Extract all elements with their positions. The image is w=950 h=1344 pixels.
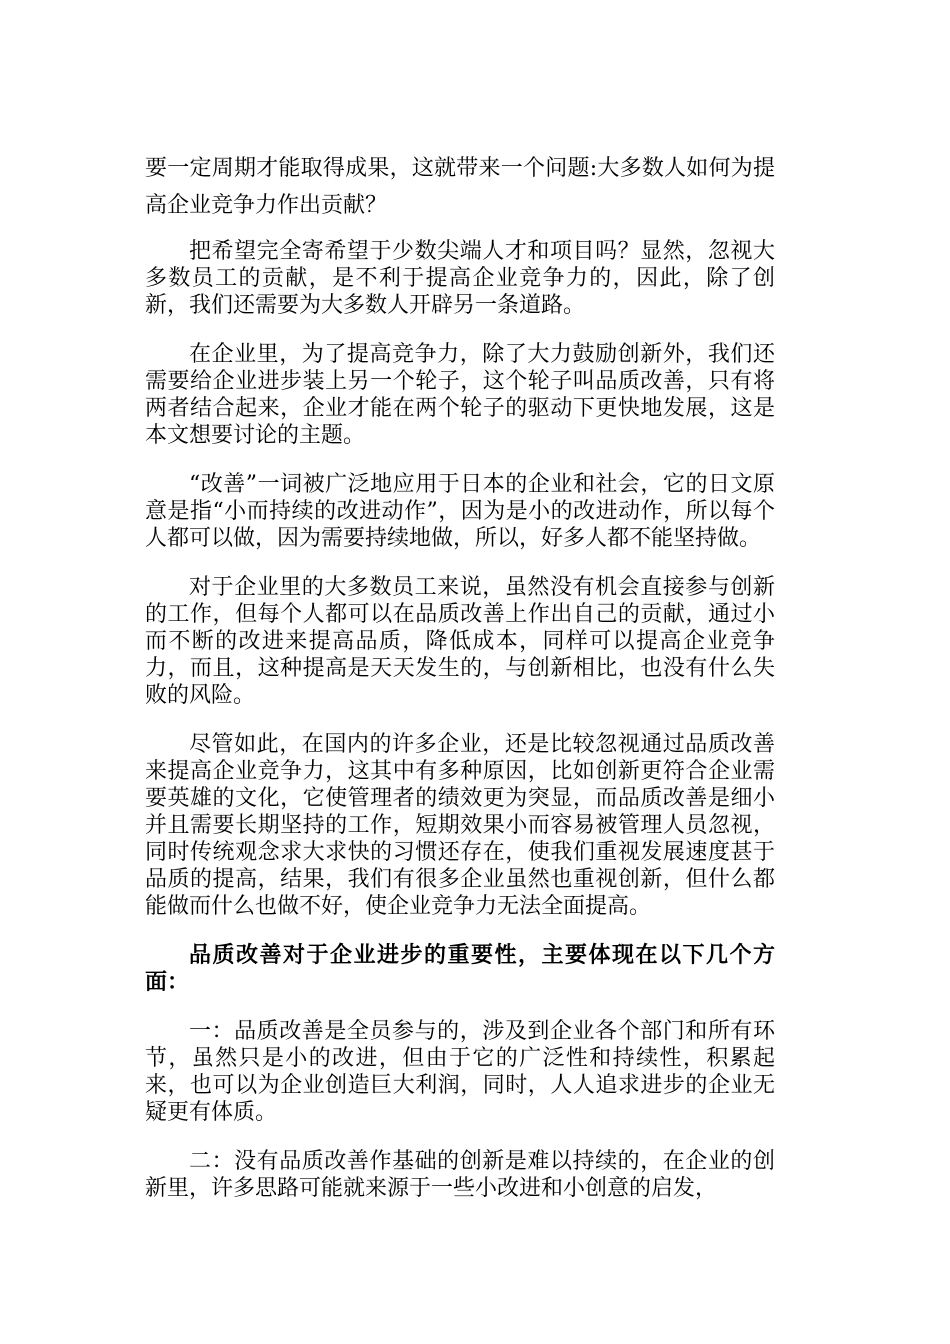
- paragraph-domestic-neglect: 尽管如此，在国内的许多企业，还是比较忽视通过品质改善来提高企业竞争力，这其中有多种原因，比如创新更符合企业需要英雄的文化，它使管理者的绩效更为突显，而品质改善是细小并且需要长期坚持的工作，短期效果小而容易被管理人员忽视，同时传统观念求大求快的习惯还存在，使我们重视发展速度甚于品质的提高，结果，我们有很多企业虽然也重视创新，但什么都能做而什么也做不好，使企业竞争力无法全面提高。: [145, 732, 775, 919]
- paragraph-continuation: 要一定周期才能取得成果，这就带来一个问题:大多数人如何为提高企业竞争力作出贡献？: [145, 156, 775, 218]
- paragraph-two-wheels: 在企业里，为了提高竞争力，除了大力鼓励创新外，我们还需要给企业进步装上另一个轮子，这个轮子叫品质改善，只有将两者结合起来，企业才能在两个轮子的驱动下更快地发展，这是本文想要讨论的主题。: [145, 342, 775, 448]
- paragraph-point-one: 一：品质改善是全员参与的，涉及到企业各个部门和所有环节，虽然只是小的改进，但由于它的广泛性和持续性，积累起来，也可以为企业创造巨大利润，同时，人人追求进步的企业无疑更有体质。: [145, 1019, 775, 1125]
- paragraph-point-two: 二：没有品质改善作基础的创新是难以持续的，在企业的创新里，许多思路可能就来源于一些小改进和小创意的启发，: [145, 1149, 775, 1201]
- paragraph-kaizen-definition: “改善”一词被广泛地应用于日本的企业和社会，它的日文原意是指“小而持续的改进动作”，因为是小的改进动作，所以每个人都可以做，因为需要持续地做，所以，好多人都不能坚持做。: [145, 472, 775, 551]
- paragraph-talent-question: 把希望完全寄希望于少数尖端人才和项目吗？显然，忽视大多数员工的贡献，是不利于提高企业竞争力的，因此，除了创新，我们还需要为大多数人开辟另一条道路。: [145, 239, 775, 318]
- section-heading-importance: 品质改善对于企业进步的重要性，主要体现在以下几个方面：: [145, 942, 775, 995]
- document-body: [145, 150, 775, 1202]
- paragraph-employee-contribution: 对于企业里的大多数员工来说，虽然没有机会直接参与创新的工作，但每个人都可以在品质改善上作出自己的贡献，通过小而不断的改进来提高品质，降低成本，同样可以提高企业竞争力，而且，这种提高是天天发生的，与创新相比，也没有什么失败的风险。: [145, 575, 775, 708]
